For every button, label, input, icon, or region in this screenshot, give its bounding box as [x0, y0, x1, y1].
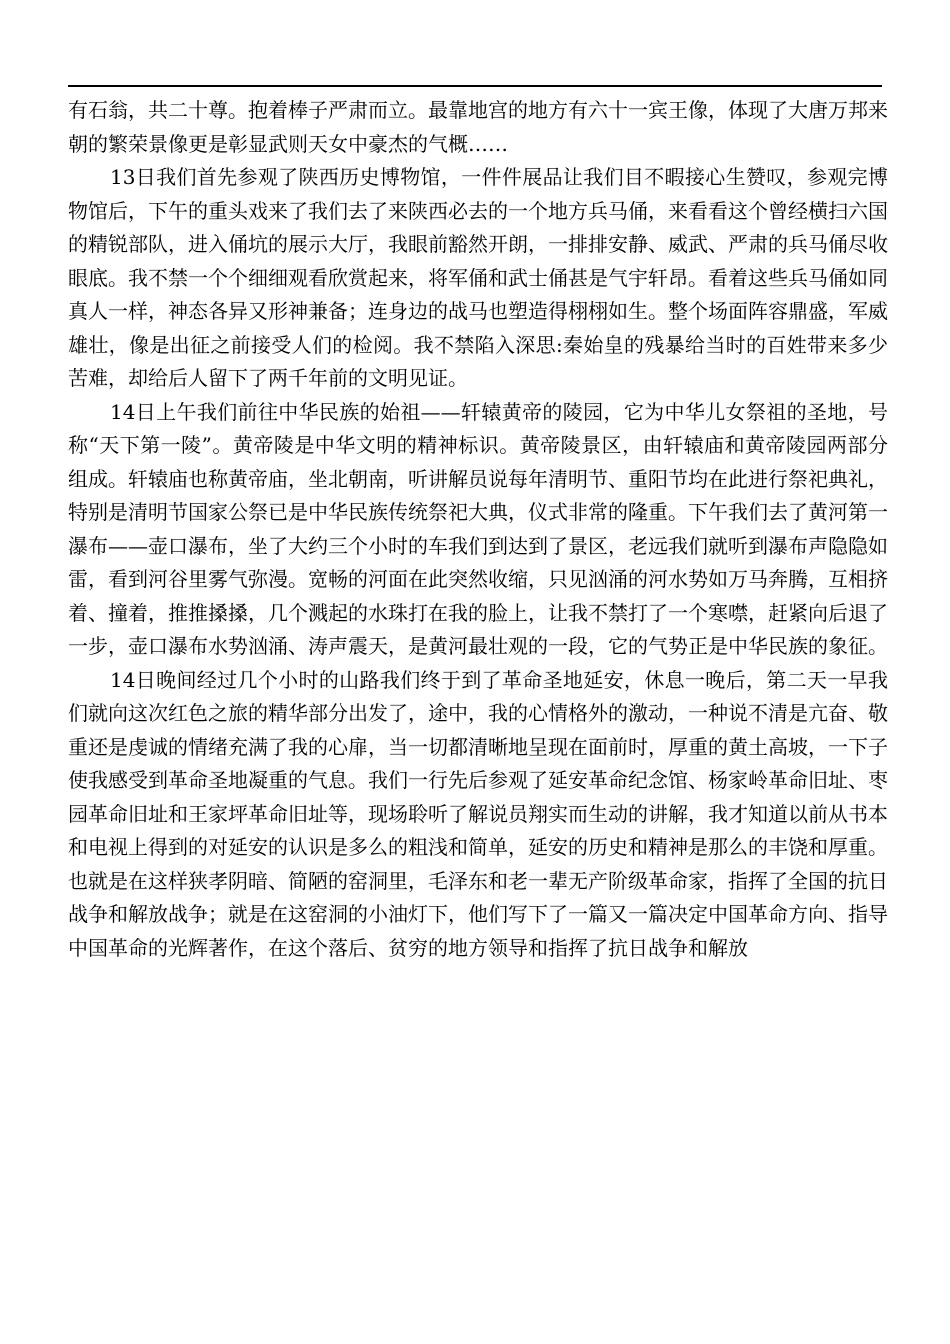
paragraph-continued: 有石翁，共二十尊。抱着棒子严肃而立。最靠地宫的地方有六十一宾王像，体现了大唐万邦来朝的繁荣景像更是彰显武则天女中豪杰的气概……: [68, 98, 888, 156]
body-text: [68, 94, 888, 965]
header-rule: [68, 85, 882, 87]
paragraph-day-13: 13日我们首先参观了陕西历史博物馆，一件件展品让我们目不暇接心生赞叹，参观完博物馆后，下午的重头戏来了我们去了来陕西必去的一个地方兵马俑，来看看这个曾经横扫六国的精锐部队，进入俑坑的展示大厅，我眼前豁然开朗，一排排安静、威武、严肃的兵马俑尽收眼底。我不禁一个个细细观看欣赏起来，将军俑和武士俑甚是气宇轩昂。看着这些兵马俑如同真人一样，神态各异又形神兼备；连身边的战马也塑造得栩栩如生。整个场面阵容鼎盛，军威雄壮，像是出征之前接受人们的检阅。我不禁陷入深思:秦始皇的残暴给当时的百姓带来多少苦难，却给后人留下了两千年前的文明见证。: [68, 165, 888, 390]
paragraph-day-14-morning: 14日上午我们前往中华民族的始祖——轩辕黄帝的陵园，它为中华儿女祭祖的圣地，号称“天下第一陵”。黄帝陵是中华文明的精神标识。黄帝陵景区，由轩辕庙和黄帝陵园两部分组成。轩辕庙也称黄帝庙，坐北朝南，听讲解员说每年清明节、重阳节均在此进行祭祀典礼，特别是清明节国家公祭已是中华民族传统祭祀大典，仪式非常的隆重。下午我们去了黄河第一瀑布——壶口瀑布，坐了大约三个小时的车我们到达到了景区，老远我们就听到瀑布声隐隐如雷，看到河谷里雾气弥漫。宽畅的河面在此突然收缩，只见汹涌的河水势如万马奔腾，互相挤着、撞着，推推搡搡，几个溅起的水珠打在我的脸上，让我不禁打了一个寒噤，赶紧向后退了一步，壶口瀑布水势汹涌、涛声震天，是黄河最壮观的一段，它的气势正是中华民族的象征。: [68, 399, 888, 658]
paragraph-day-14-evening: 14日晚间经过几个小时的山路我们终于到了革命圣地延安，休息一晚后，第二天一早我们就向这次红色之旅的精华部分出发了，途中，我的心情格外的激动，一种说不清是亢奋、敬重还是虔诚的情绪充满了我的心扉，当一切都清晰地呈现在面前时，厚重的黄土高坡，一下子使我感受到革命圣地凝重的气息。我们一行先后参观了延安革命纪念馆、杨家岭革命旧址、枣园革命旧址和王家坪革命旧址等，现场聆听了解说员翔实而生动的讲解，我才知道以前从书本和电视上得到的对延安的认识是多么的粗浅和简单，延安的历史和精神是那么的丰饶和厚重。也就是在这样狭孝阴暗、简陋的窑洞里，毛泽东和老一辈无产阶级革命家，指挥了全国的抗日战争和解放战争；就是在这窑洞的小油灯下，他们写下了一篇又一篇决定中国革命方向、指导中国革命的光辉著作，在这个落后、贫穷的地方领导和指挥了抗日战争和解放: [68, 667, 888, 960]
